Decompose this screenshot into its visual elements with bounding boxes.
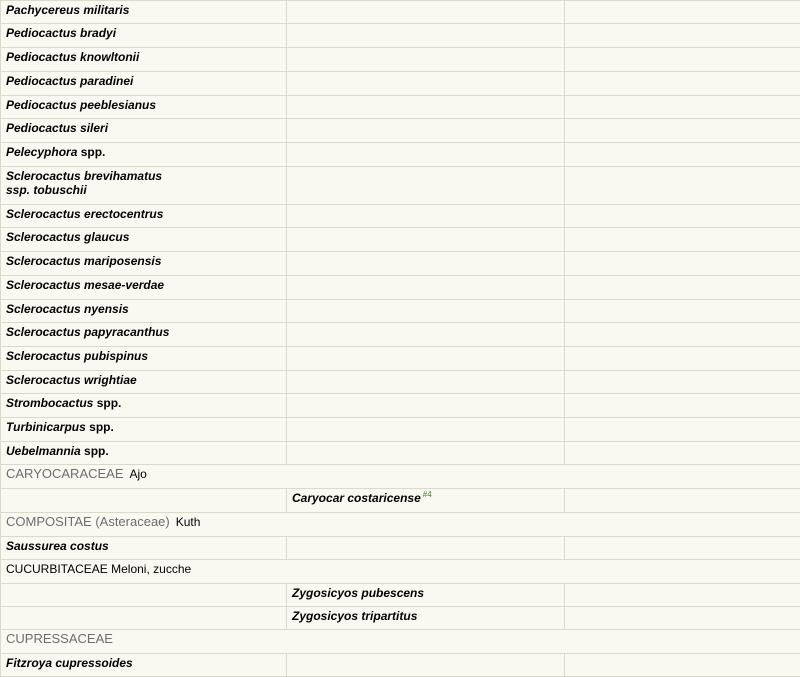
taxon-binomial: Fitzroya cupressoides [6,656,133,670]
species-row [1,323,800,347]
appendix-ii-cell [287,96,565,119]
taxon-binomial: Sclerocactus pubispinus [6,349,148,363]
appendix-i-cell [1,276,287,300]
appendix-i-cell [1,323,287,347]
appendix-iii-cell [565,72,800,96]
appendix-ii-cell [287,143,565,167]
family-common-name: Ajo [130,467,147,481]
appendix-ii-cell [287,347,565,371]
species-row [1,167,800,205]
appendix-iii-cell [565,143,800,167]
appendix-ii-cell [287,442,565,465]
species-row [1,537,800,560]
taxon-suffix: spp. [81,145,106,159]
taxon-binomial: Sclerocactus mesae-verdae [6,278,164,292]
species-row [1,228,800,252]
appendix-iii-cell [565,119,800,143]
appendix-i-cell [1,252,287,276]
taxon-name [6,230,129,244]
appendix-iii-cell [565,418,800,442]
annotation-note-link[interactable]: #4 [423,490,432,499]
taxon-binomial: Zygosicyos tripartitus [292,609,417,623]
species-row [1,584,800,607]
family-header-row [1,465,800,489]
appendix-i-cell [1,607,287,630]
taxon-name [6,169,162,197]
taxon-name [292,491,432,505]
taxon-name [6,539,109,553]
taxon-name [6,121,108,135]
taxon-binomial: Pediocactus peeblesianus [6,98,156,112]
family-header-cell [1,630,800,654]
appendix-ii-cell [287,24,565,48]
species-row [1,252,800,276]
species-row [1,607,800,630]
species-row [1,276,800,300]
taxon-binomial: Sclerocactus nyensis [6,302,129,316]
appendix-i-cell [1,167,287,205]
taxon-binomial: Saussurea costus [6,539,109,553]
taxon-name [6,325,169,339]
taxon-suffix: spp. [97,396,122,410]
appendix-i-cell [1,584,287,607]
appendix-ii-cell [287,48,565,72]
appendix-ii-cell [287,394,565,418]
appendix-iii-cell [565,48,800,72]
family-header-row [1,513,800,537]
species-row [1,119,800,143]
appendix-ii-cell [287,537,565,560]
appendix-iii-cell [565,489,800,513]
appendix-ii-cell [287,584,565,607]
appendix-i-cell [1,24,287,48]
appendix-i-cell [1,489,287,513]
taxon-name [6,656,133,670]
taxon-name [6,349,148,363]
appendix-iii-cell [565,167,800,205]
taxon-subspecies: ssp. tobuschii [6,183,87,197]
appendix-i-cell [1,96,287,119]
taxon-binomial: Sclerocactus brevihamatus [6,169,162,183]
species-row [1,300,800,323]
taxon-name [292,609,417,623]
appendix-i-cell [1,300,287,323]
species-row [1,72,800,96]
appendix-iii-cell [565,205,800,228]
appendix-i-cell [1,371,287,394]
taxon-binomial: Sclerocactus papyracanthus [6,325,169,339]
taxon-binomial: Pediocactus paradinei [6,74,133,88]
appendix-iii-cell [565,252,800,276]
taxon-binomial: Turbinicarpus [6,420,86,434]
taxon-name [6,3,129,17]
appendix-i-cell [1,418,287,442]
appendix-ii-cell [287,371,565,394]
appendix-ii-cell [287,607,565,630]
appendix-i-cell [1,143,287,167]
species-row [1,96,800,119]
appendix-ii-cell [287,300,565,323]
appendix-ii-cell [287,228,565,252]
appendix-i-cell [1,228,287,252]
appendix-ii-cell [287,323,565,347]
appendix-iii-cell [565,276,800,300]
species-row [1,489,800,513]
taxon-binomial: Sclerocactus glaucus [6,230,129,244]
taxon-suffix: spp. [89,420,114,434]
appendix-iii-cell [565,228,800,252]
species-row [1,205,800,228]
appendix-ii-cell [287,72,565,96]
taxon-name [6,420,114,434]
appendix-iii-cell [565,1,800,24]
taxon-binomial: Pediocactus bradyi [6,26,116,40]
appendix-ii-cell [287,654,565,677]
appendix-iii-cell [565,394,800,418]
family-name: CUCURBITACEAE Meloni, zucche [6,562,191,576]
species-row [1,371,800,394]
taxon-name [6,207,163,221]
taxon-binomial: Pediocactus knowltonii [6,50,139,64]
taxon-name [292,586,424,600]
family-name: CARYOCARACEAE [6,466,124,481]
taxon-suffix: spp. [84,444,109,458]
appendix-iii-cell [565,607,800,630]
appendix-i-cell [1,347,287,371]
appendix-i-cell [1,205,287,228]
table-body [1,1,800,677]
appendix-iii-cell [565,442,800,465]
family-header-cell [1,560,800,584]
taxon-binomial: Strombocactus [6,396,93,410]
appendix-ii-cell [287,167,565,205]
appendix-iii-cell [565,371,800,394]
appendix-i-cell [1,72,287,96]
taxon-binomial: Pelecyphora [6,145,77,159]
appendix-ii-cell [287,489,565,513]
taxon-binomial: Sclerocactus mariposensis [6,254,161,268]
appendix-iii-cell [565,300,800,323]
appendix-iii-cell [565,654,800,677]
family-header-row [1,560,800,584]
appendix-i-cell [1,442,287,465]
appendix-i-cell [1,1,287,24]
taxon-binomial: Caryocar costaricense [292,491,421,505]
taxon-name [6,98,156,112]
taxon-binomial: Pediocactus sileri [6,121,108,135]
family-name: COMPOSITAE (Asteraceae) [6,514,170,529]
appendix-ii-cell [287,252,565,276]
appendix-ii-cell [287,119,565,143]
appendix-iii-cell [565,323,800,347]
appendix-ii-cell [287,1,565,24]
taxon-name [6,50,139,64]
taxon-name [6,26,116,40]
appendix-iii-cell [565,537,800,560]
taxon-name [6,145,105,159]
taxon-name [6,278,164,292]
appendix-iii-cell [565,24,800,48]
taxon-binomial: Uebelmannia [6,444,81,458]
family-common-name: Kuth [176,515,201,529]
species-row [1,394,800,418]
taxon-name [6,302,129,316]
appendix-iii-cell [565,584,800,607]
species-row [1,1,800,24]
appendix-i-cell [1,119,287,143]
taxon-binomial: Pachycereus militaris [6,3,129,17]
species-row [1,418,800,442]
species-row [1,48,800,72]
appendix-ii-cell [287,418,565,442]
species-row [1,143,800,167]
species-row [1,654,800,677]
appendix-i-cell [1,48,287,72]
species-row [1,24,800,48]
taxon-binomial: Zygosicyos pubescens [292,586,424,600]
taxon-name [6,254,161,268]
appendix-iii-cell [565,96,800,119]
family-name: CUPRESSACEAE [6,631,113,646]
taxon-name [6,74,133,88]
appendix-ii-cell [287,276,565,300]
family-header-row [1,630,800,654]
appendix-i-cell [1,537,287,560]
taxon-name [6,444,109,458]
taxon-name [6,396,121,410]
appendix-ii-cell [287,205,565,228]
species-row [1,347,800,371]
appendix-i-cell [1,394,287,418]
appendix-i-cell [1,654,287,677]
taxon-name [6,373,137,387]
appendix-iii-cell [565,347,800,371]
taxon-binomial: Sclerocactus erectocentrus [6,207,163,221]
family-header-cell [1,513,800,537]
taxon-binomial: Sclerocactus wrightiae [6,373,137,387]
species-row [1,442,800,465]
family-header-cell [1,465,800,489]
